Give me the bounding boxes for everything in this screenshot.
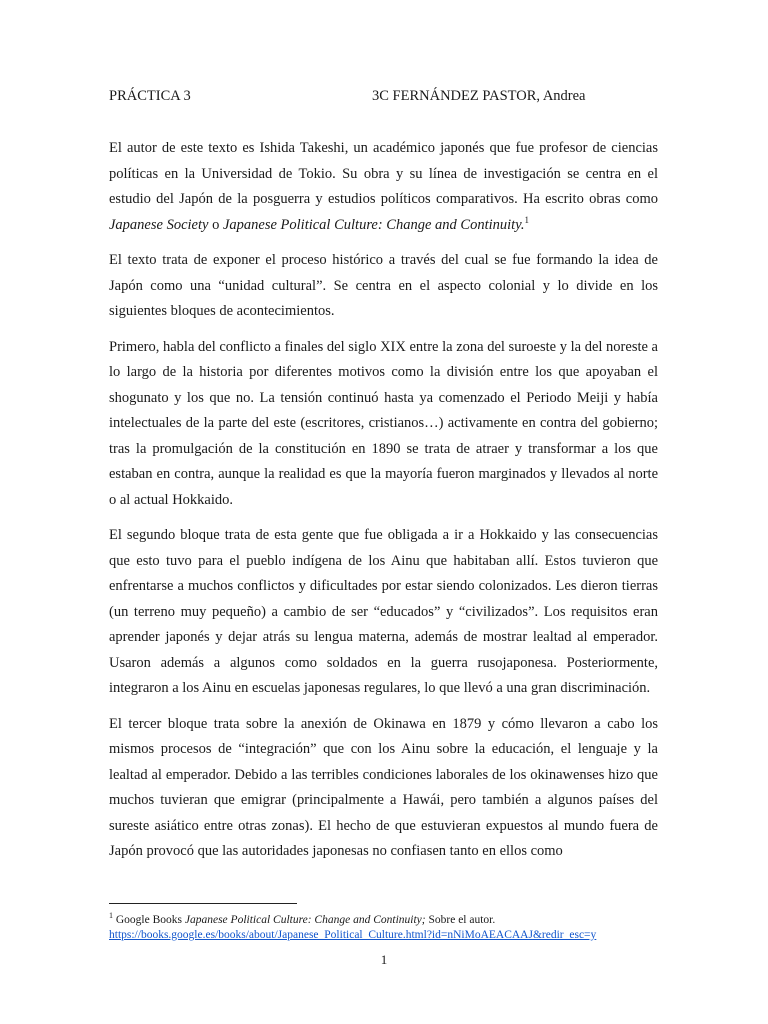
footnote-book-title: Japanese Political Culture: Change and Continuity; xyxy=(184,913,426,926)
footnote-number: 1 xyxy=(109,911,113,920)
footnote-separator xyxy=(109,903,297,904)
practice-title: PRÁCTICA 3 xyxy=(109,88,191,104)
paragraph-author-connector: o xyxy=(208,216,223,233)
footnote-reference[interactable]: 1 xyxy=(524,214,529,225)
book-title-japanese-society: Japanese Society xyxy=(109,216,209,233)
page-number: 1 xyxy=(380,952,388,967)
footnote-link[interactable]: https://books.google.es/books/about/Japanese_Political_Culture.html?id=nNiMoAEACAAJ&redir_esc=y xyxy=(109,928,597,941)
footnote-suffix: Sobre el autor. xyxy=(425,913,496,926)
student-name: 3C FERNÁNDEZ PASTOR, Andrea xyxy=(372,88,586,104)
book-title-political-culture: Japanese Political Culture: Change and Continuity. xyxy=(222,216,525,233)
paragraph-third-block: El tercer bloque trata sobre la anexión de Okinawa en 1879 y cómo llevaron a cabo los mismos procesos de “integración” que con los Ainu sobre la educación, el lenguaje y la lealtad al emperador. Debido a las terribles condiciones laborales de los okinawenses hizo que muchos tuvieran que emigrar (principalmente a Hawái, pero también a algunos países del sureste asiático entre otras zonas). El hecho de que estuvieran expuestos al mundo fuera de Japón provocó que las autoridades japonesas no confiasen tanto en ellos como xyxy=(109,715,658,859)
footnote-text xyxy=(109,908,669,928)
paragraph-first-block: Primero, habla del conflicto a finales del siglo XIX entre la zona del suroeste y la del noreste a lo largo de la historia por diferentes motivos como la división entre los que apoyaban el shogunato y los que no. La tensión continuó hasta ya comenzado el Periodo Meiji y había intelectuales de la parte del este (escritores, cristianos…) activamente en contra del gobierno; tras la promulgación de la constitución en 1890 se trata de atraer y transformar a los que estaban en contra, aunque la realidad es que la mayoría fueron marginados y llevados al norte o al actual Hokkaido. xyxy=(109,338,658,508)
paragraph-second-block: El segundo bloque trata de esta gente que fue obligada a ir a Hokkaido y las consecuencias que esto tuvo para el pueblo indígena de los Ainu que habitaban allí. Estos tuvieron que enfrentarse a muchos conflictos y dificultades por estar siendo colonizados. Les dieron tierras (un terreno muy pequeño) a cambio de ser “educados” y “civilizados”. Los requisitos eran aprender japonés y dejar atrás su lengua materna, además de mostrar lealtad al emperador. Usaron además a algunos como soldados en la guerra rusojaponesa. Posteriormente, integraron a los Ainu en escuelas japonesas regulares, lo que llevó a una gran discriminación. xyxy=(109,527,658,696)
footnote-prefix: Google Books xyxy=(113,913,185,926)
paragraph-overview: El texto trata de exponer el proceso histórico a través del cual se fue formando la idea de Japón como una “unidad cultural”. Se centra en el aspecto colonial y lo divide en los siguientes bloques de acontecimientos. xyxy=(109,252,658,319)
document-body xyxy=(109,136,658,875)
paragraph-author xyxy=(109,136,658,238)
paragraph-author-text: El autor de este texto es Ishida Takeshi, un académico japonés que fue profesor de ciencias políticas en la Universidad de Tokio. Su obra y su línea de investigación se centra en el estudio del Japón de la posguerra y estudios políticos comparativos. Ha escrito obras como xyxy=(109,140,658,207)
footnote xyxy=(109,908,669,943)
